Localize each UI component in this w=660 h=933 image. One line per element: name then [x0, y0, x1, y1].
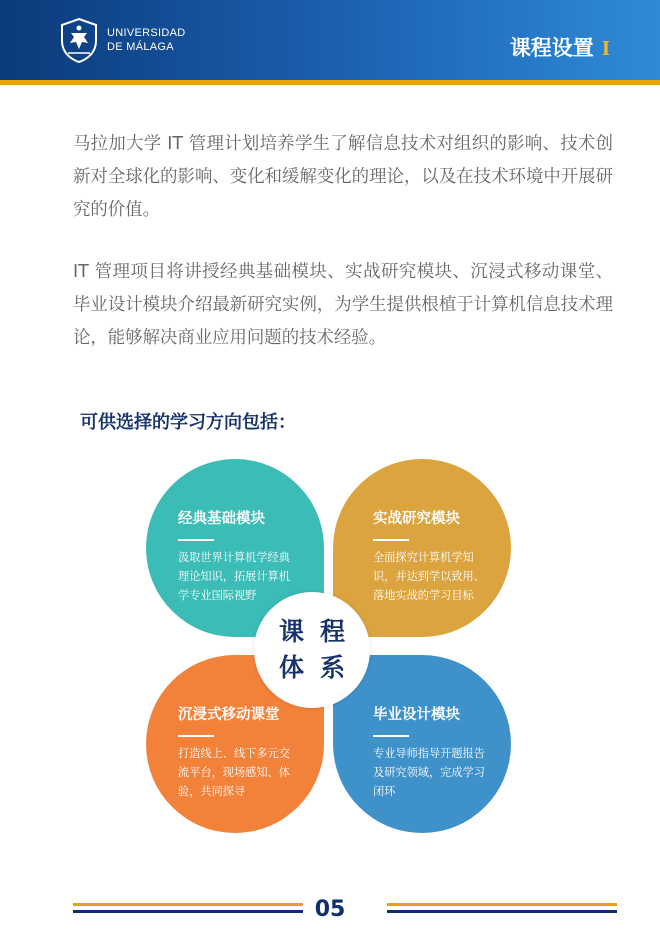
- directions-heading: 可供选择的学习方向包括：: [80, 412, 296, 433]
- module-petal-practical-research: [333, 459, 511, 637]
- module-title: 沉浸式移动课堂: [178, 707, 280, 723]
- university-name-line1: UNIVERSIDAD: [107, 27, 186, 39]
- page-header: [0, 0, 660, 80]
- university-crest-icon: [58, 17, 100, 63]
- module-divider: [178, 539, 214, 541]
- module-description: 打造线上、线下多元交流平台，现场感知、体验，共同探寻: [178, 747, 290, 798]
- module-description: 汲取世界计算机学经典理论知识，拓展计算机学专业国际视野: [178, 551, 290, 602]
- university-name-line2: DE MÁLAGA: [107, 41, 174, 53]
- module-description: 专业导师指导开题报告及研究领域，完成学习闭环: [373, 747, 485, 798]
- section-title: [510, 35, 610, 61]
- hub-label-line2: 体系: [278, 653, 361, 682]
- footer-rule-right: [387, 903, 617, 913]
- module-title: 毕业设计模块: [373, 707, 460, 723]
- university-name: [107, 26, 185, 54]
- footer-rule-left: [73, 903, 303, 913]
- page-number: 05: [314, 897, 346, 922]
- module-divider: [373, 539, 409, 541]
- section-title-text: 课程设置: [509, 36, 594, 60]
- module-title: 实战研究模块: [373, 511, 460, 527]
- program-paragraph: IT 管理项目将讲授经典基础模块、实战研究模块、沉浸式移动课堂、毕业设计模块介绍最新研究实例，为学生提供根植于计算机信息技术理论，能够解决商业应用问题的技术经验。: [73, 262, 613, 348]
- section-marker: I: [601, 36, 610, 60]
- header-accent-rule: [0, 80, 660, 85]
- module-description: 全面探究计算机学知识，并达到学以致用、落地实战的学习目标: [373, 551, 485, 602]
- curriculum-system-hub: [254, 592, 370, 708]
- module-divider: [178, 735, 214, 737]
- module-title: 经典基础模块: [178, 511, 265, 527]
- hub-label-line1: 课程: [278, 617, 361, 646]
- intro-paragraph: 马拉加大学 IT 管理计划培养学生了解信息技术对组织的影响、技术创新对全球化的影响、变化和缓解变化的理论，以及在技术环境中开展研究的价值。: [73, 134, 613, 220]
- module-divider: [373, 735, 409, 737]
